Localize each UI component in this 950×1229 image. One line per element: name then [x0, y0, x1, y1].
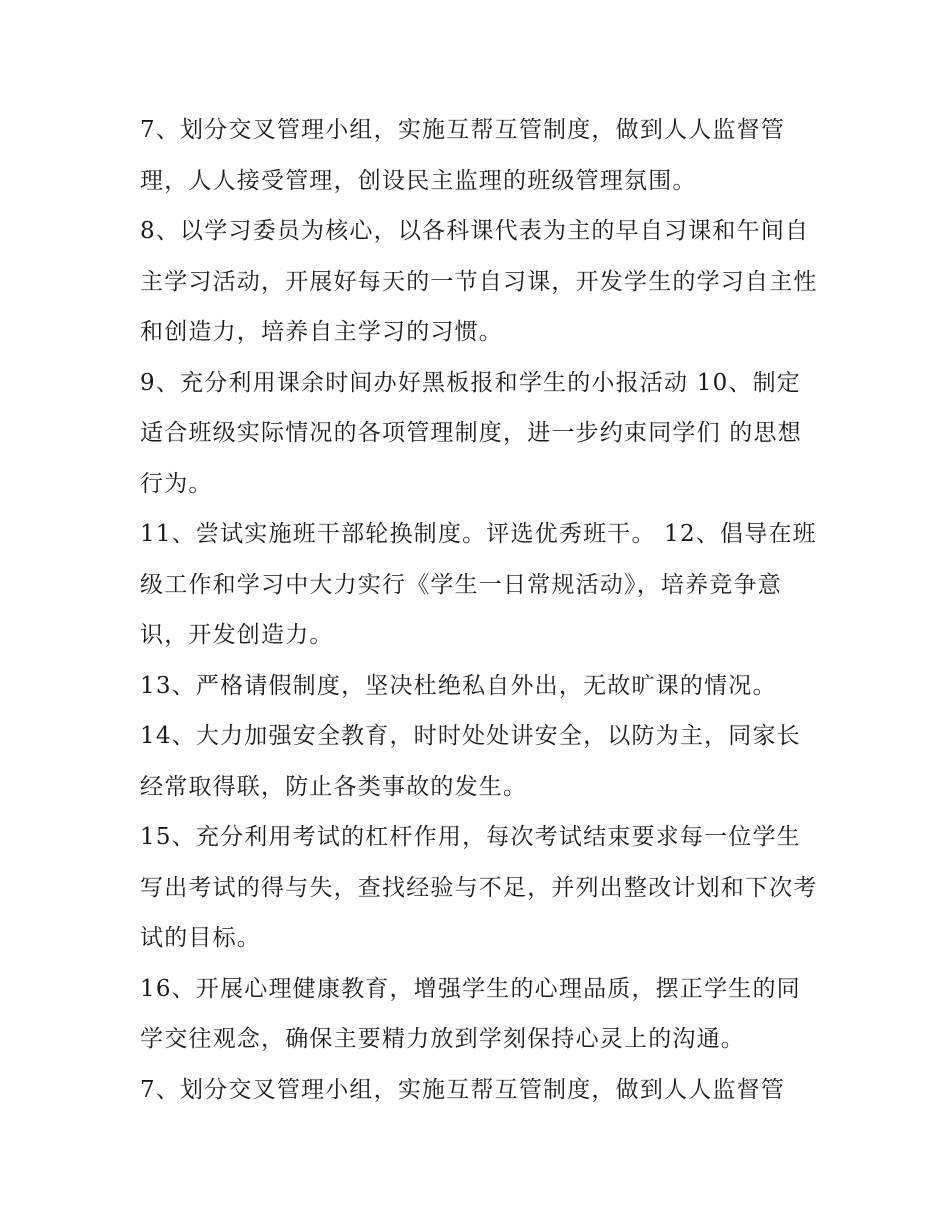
paragraph-7-repeated: 7、划分交叉管理小组，实施互帮互管制度，做到人人监督管 — [140, 1076, 786, 1103]
document-body — [140, 105, 820, 1115]
paragraph-16-mental-health: 16、开展心理健康教育，增强学生的心理品质，摆正学生的同学交往观念，确保主要精力放到学刻保持心灵上的沟通。 — [140, 975, 801, 1052]
paragraph-14-safety-education: 14、大力加强安全教育，时时处处讲安全，以防为主，同家长经常取得联，防止各类事故的发生。 — [140, 723, 801, 800]
paragraph-7-management-groups: 7、划分交叉管理小组，实施互帮互管制度，做到人人监督管理，人人接受管理，创设民主监理的班级管理氛围。 — [140, 117, 786, 194]
paragraph-9-10-blackboard-rules: 9、充分利用课余时间办好黑板报和学生的小报活动 10、制定适合班级实际情况的各项管理制度，进一步约束同学们 的思想行为。 — [140, 369, 802, 497]
paragraph-15-exam-review: 15、充分利用考试的杠杆作用，每次考试结束要求每一位学生写出考试的得与失，查找经验与不足，并列出整改计划和下次考试的目标。 — [140, 824, 818, 951]
paragraph-13-leave-policy: 13、严格请假制度，坚决杜绝私自外出，无故旷课的情况。 — [140, 672, 777, 699]
paragraph-11-12-cadre-rotation: 11、尝试实施班干部轮换制度。评选优秀班干。 12、倡导在班级工作和学习中大力实行《学生一日常规活动》，培养竞争意识，开发创造力。 — [140, 521, 817, 648]
paragraph-8-self-study: 8、以学习委员为核心，以各科课代表为主的早自习课和午间自主学习活动，开展好每天的一节自习课，开发学生的学习自主性和创造力，培养自主学习的习惯。 — [140, 218, 818, 345]
